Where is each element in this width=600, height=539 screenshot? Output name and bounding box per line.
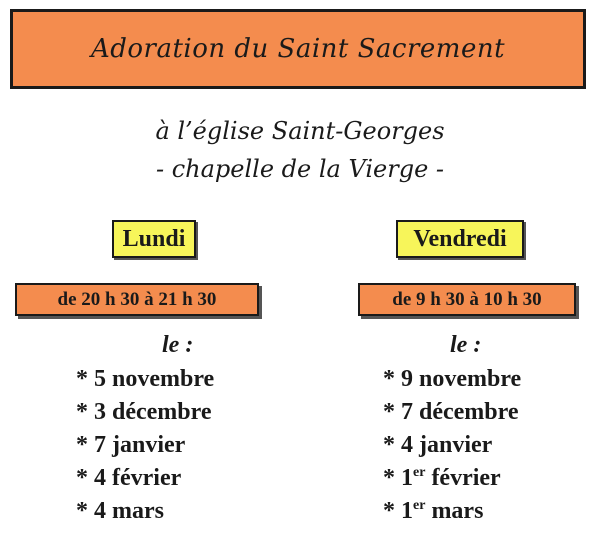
- date-item: * 5 novembre: [76, 366, 215, 392]
- date-item: * 1er février: [383, 465, 501, 491]
- time-slot-friday: de 9 h 30 à 10 h 30: [358, 283, 576, 316]
- le-label-friday: le :: [450, 332, 482, 358]
- day-label-friday: Vendredi: [396, 220, 524, 258]
- location-church: à l’église Saint-Georges: [155, 117, 445, 145]
- day-label-monday: Lundi: [112, 220, 196, 258]
- date-item: * 4 février: [76, 465, 182, 491]
- date-item: * 7 janvier: [76, 432, 186, 458]
- date-item: * 4 mars: [76, 498, 164, 524]
- date-item: * 4 janvier: [383, 432, 493, 458]
- date-list-monday: [76, 363, 214, 528]
- date-item: * 9 novembre: [383, 366, 522, 392]
- le-label-monday: le :: [162, 332, 194, 358]
- date-list-friday: [383, 363, 521, 528]
- title-banner: [10, 9, 586, 89]
- date-item: * 7 décembre: [383, 399, 519, 425]
- time-slot-monday: de 20 h 30 à 21 h 30: [15, 283, 259, 316]
- location-chapel: - chapelle de la Vierge -: [155, 155, 445, 183]
- date-item: * 1er mars: [383, 498, 484, 524]
- page-title: Adoration du Saint Sacrement: [90, 34, 506, 64]
- date-item: * 3 décembre: [76, 399, 212, 425]
